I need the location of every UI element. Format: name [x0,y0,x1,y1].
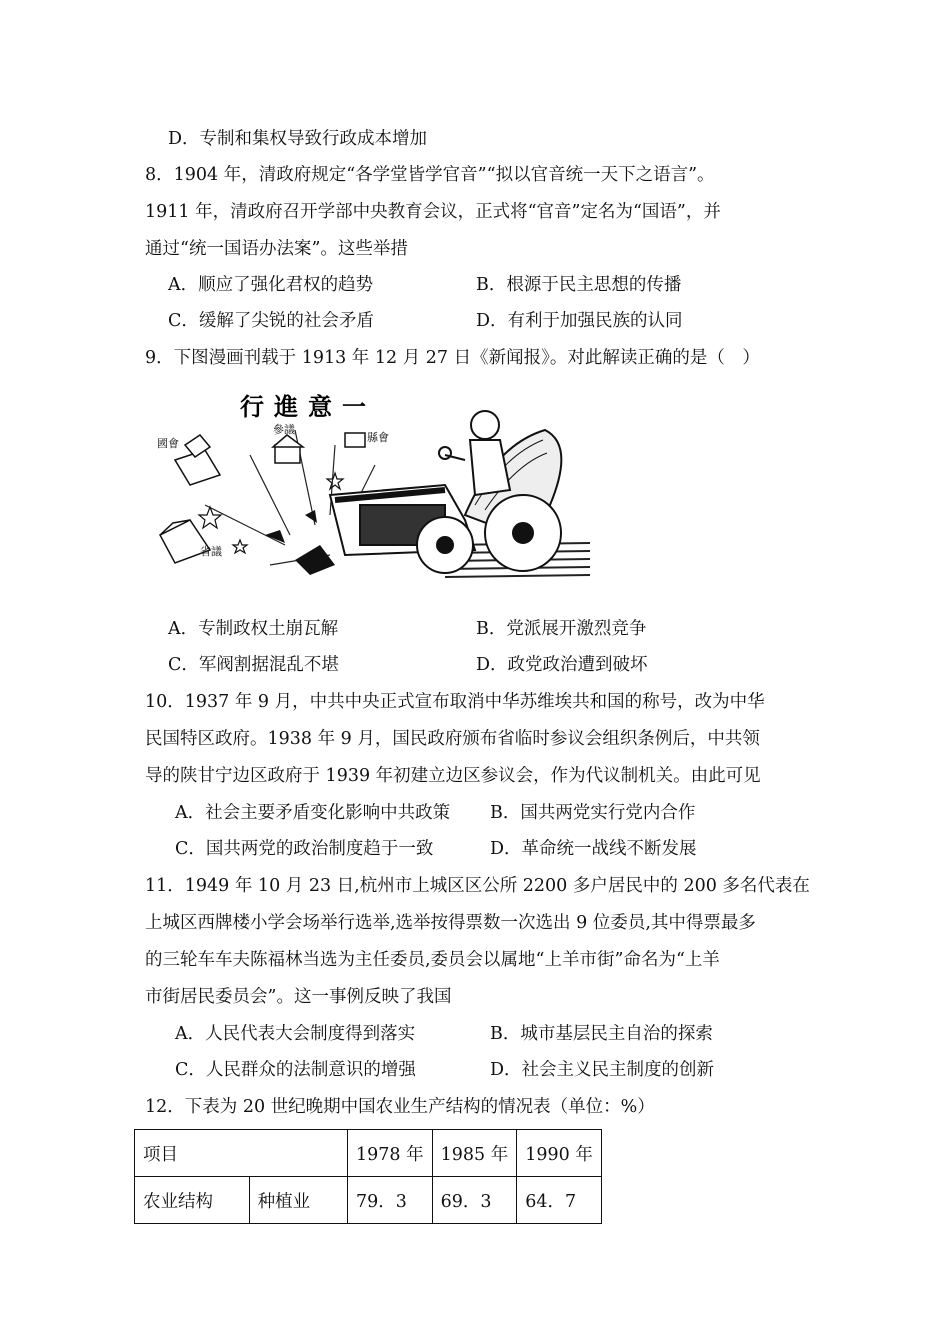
table-cell: 79．3 [348,1177,433,1224]
q12-stem-line1: 12．下表为 20 世纪晚期中国农业生产结构的情况表（单位：%） [145,1097,655,1117]
cartoon-sign-2: 參議 [273,423,295,436]
q11-stem-line4: 市街居民委员会”。这一事例反映了我国 [145,987,452,1007]
cartoon-sign-3: 縣會 [367,431,389,444]
q9-option-d: D．政党政治遭到破坏 [476,655,648,675]
agriculture-structure-table [134,1129,602,1224]
table-header-row [135,1130,602,1177]
q11-option-b: B．城市基层民主自治的探索 [490,1024,713,1044]
cartoon-title: 行進意一 [240,392,376,421]
q9-option-a: A．专制政权土崩瓦解 [168,619,339,639]
q10-option-b: B．国共两党实行党内合作 [490,803,696,823]
cartoon-sign-4: 省議 [200,545,222,558]
q8-option-a: A．顺应了强化君权的趋势 [168,275,374,295]
table-header-cell: 1978 年 [348,1130,433,1177]
table-header-cell: 项目 [135,1130,348,1177]
q9-option-c: C．军阀割据混乱不堪 [168,655,339,675]
q11-stem-line2: 上城区西牌楼小学会场举行选举,选举按得票数一次选出 9 位委员,其中得票最多 [145,913,756,933]
q11-option-c: C．人民群众的法制意识的增强 [175,1060,416,1080]
table-row [135,1177,602,1224]
q10-stem-line3: 导的陕甘宁边区政府于 1939 年初建立边区参议会，作为代议制机关。由此可见 [145,766,761,786]
q9-option-b: B．党派展开激烈竞争 [476,619,647,639]
q8-option-d: D．有利于加强民族的认同 [476,311,683,331]
q8-stem-line3: 通过“统一国语办法案”。这些举措 [145,239,408,259]
table-cell: 种植业 [249,1177,347,1224]
table-cell: 64．7 [517,1177,602,1224]
cartoon-dust [265,510,335,575]
cartoon-illustration [145,385,595,590]
table-cell: 农业结构 [135,1177,250,1224]
cartoon-sign-1: 國會 [157,437,179,450]
q11-option-a: A．人民代表大会制度得到落实 [175,1024,416,1044]
table-cell: 69．3 [432,1177,517,1224]
q8-stem-line1: 8．1904 年，清政府规定“各学堂皆学官音”“拟以官音统一天下之语言”。 [145,165,715,185]
q10-option-d: D．革命统一战线不断发展 [490,839,697,859]
q10-option-c: C．国共两党的政治制度趋于一致 [175,839,434,859]
q11-option-d: D．社会主义民主制度的创新 [490,1060,715,1080]
table-header-cell: 1985 年 [432,1130,517,1177]
q10-stem-line2: 民国特区政府。1938 年 9 月，国民政府颁布省临时参议会组织条例后，中共领 [145,729,760,749]
q8-stem-line2: 1911 年，清政府召开学部中央教育会议，正式将“官音”定名为“国语”，并 [145,202,721,222]
q10-option-a: A．社会主要矛盾变化影响中共政策 [175,803,451,823]
table-header-cell: 1990 年 [517,1130,602,1177]
q11-stem-line1: 11．1949 年 10 月 23 日,杭州市上城区区公所 2200 多户居民中的 200 多名代表在 [145,876,810,896]
q11-stem-line3: 的三轮车车夫陈福林当选为主任委员,委员会以属地“上羊市街”命名为“上羊 [145,950,720,970]
q10-stem-line1: 10．1937 年 9 月，中共中央正式宣布取消中华苏维埃共和国的称号，改为中华 [145,692,765,712]
q9-stem-line1: 9．下图漫画刊载于 1913 年 12 月 27 日《新闻报》。对此解读正确的是（ ） [145,348,760,368]
q7-option-d: D．专制和集权导致行政成本增加 [168,129,428,149]
q8-option-b: B．根源于民主思想的传播 [476,275,682,295]
q8-option-c: C．缓解了尖锐的社会矛盾 [168,311,374,331]
